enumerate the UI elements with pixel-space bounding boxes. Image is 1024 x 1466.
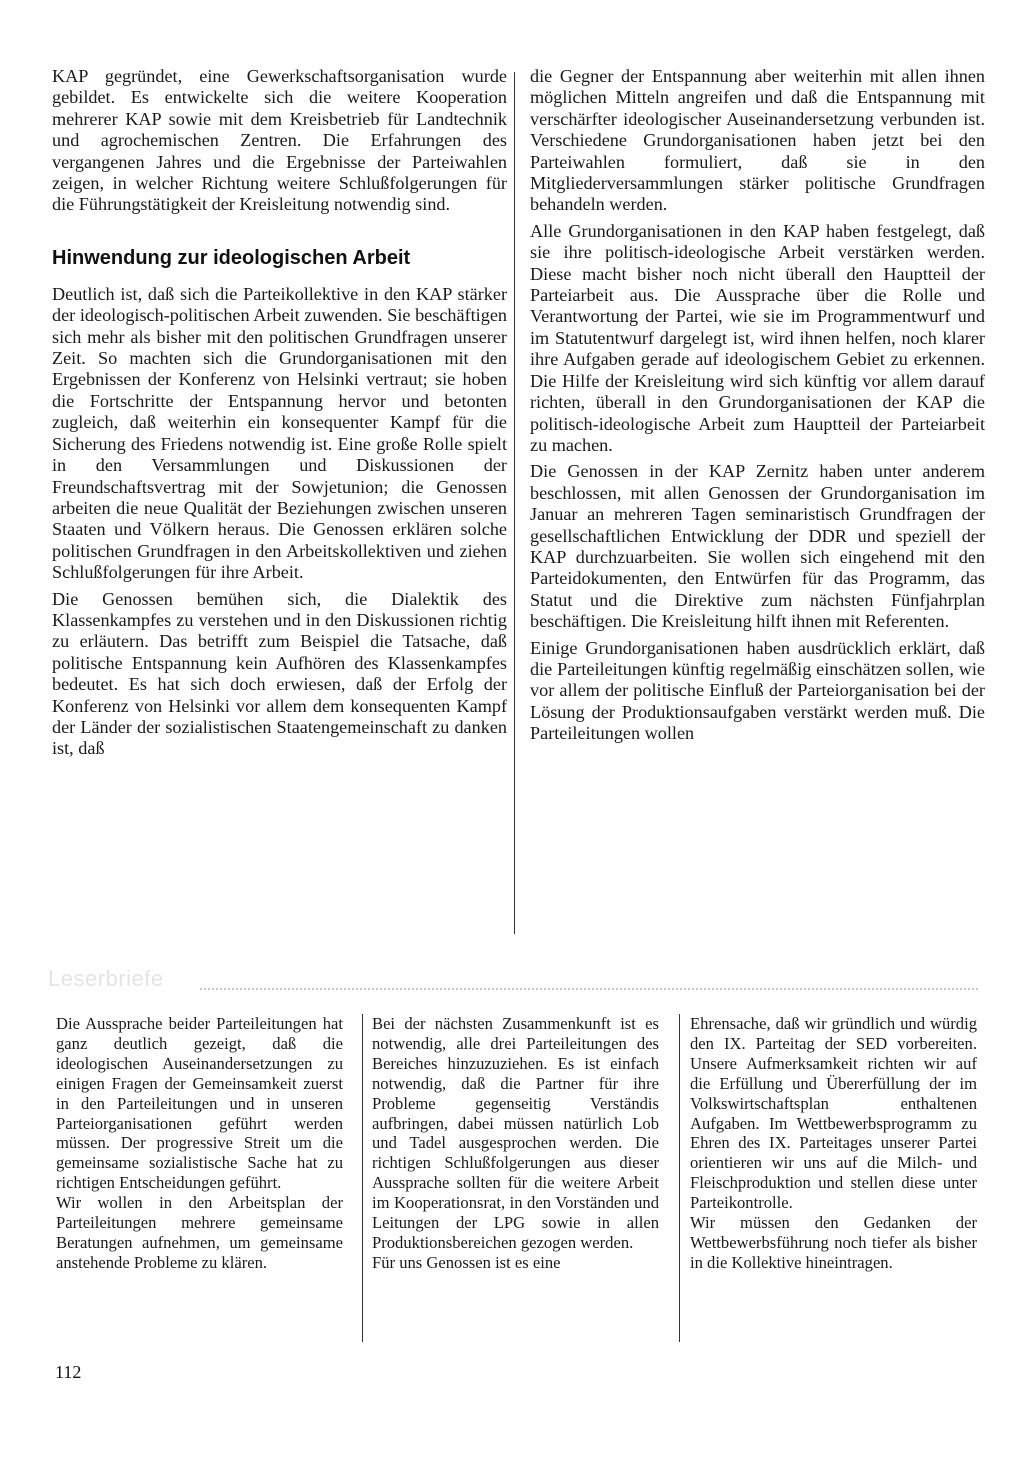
leserbriefe-heading: Leserbriefe	[48, 966, 164, 991]
article-paragraph: Die Genossen bemühen sich, die Dialektik des Klassenkampfes zu verstehen und in den Diskussionen richtig zu erläutern. Das betrifft zum Beispiel die Tatsache, daß politische Entspannung kein Aufhören des Klassenkampfes bedeutet. Es hat sich doch erwiesen, daß der Erfolg der Konferenz von Helsinki vor allem dem konsequenten Kampf der Länder der sozialistischen Staatengemeinschaft zu danken ist, daß	[52, 588, 507, 759]
article-paragraph: Einige Grundorganisationen haben ausdrücklich erklärt, daß die Parteileitungen künftig regelmäßig einschätzen sollen, wie vor allem der politische Einfluß der Parteiorganisation bei der Lösung der Produktionsaufgaben verstärkt werden muß. Die Parteileitungen wollen	[530, 637, 985, 744]
column-divider	[514, 72, 515, 934]
letters-column-2	[372, 1014, 659, 1273]
article-paragraph: Deutlich ist, daß sich die Parteikollektive in den KAP stärker der ideologisch-politischen Arbeit zuwenden. Sie beschäftigen sich mehr als bisher mit den politischen Grundfragen unserer Zeit. So machten sich die Grundorganisationen mit den Ergebnissen der Konferenz von Helsinki vertraut; sie hoben die Fortschritte der Entspannung hervor und betonten zugleich, daß weiterhin ein konsequenter Kampf für die Sicherung des Friedens notwendig ist. Eine große Rolle spielt in den Versammlungen und Diskussionen der Freundschaftsvertrag mit der Sowjetunion; die Genossen arbeiten die neue Qualität der Beziehungen zwischen unseren Staaten und Völkern heraus. Die Genossen erklären solche politischen Grundfragen in den Arbeitskollektiven und ziehen Schlußfolgerungen für ihre Arbeit.	[52, 283, 507, 583]
article-intro-paragraph: KAP gegründet, eine Gewerkschaftsorganisation wurde gebildet. Es entwickelte sich die weitere Kooperation mehrerer KAP sowie mit dem Kreisbetrieb für Landtechnik und agrochemischen Zentren. Die Erfahrungen des vergangenen Jahres und die Ergebnisse der Parteiwahlen zeigen, in welcher Richtung weitere Schlußfolgerungen für die Führungstätigkeit der Kreisleitung notwendig sind.	[52, 66, 507, 215]
letters-column-1	[56, 1014, 343, 1273]
section-divider	[200, 988, 978, 990]
article-paragraph: Die Genossen in der KAP Zernitz haben unter anderem beschlossen, mit allen Genossen der Grundorganisation im Januar an mehreren Tagen seminaristisch Grundfragen der gesellschaftlichen Entwicklung der DDR und speziell der KAP durchzuarbeiten. Sie wollen sich eingehend mit den Parteidokumenten, den Entwürfen für das Programm, das Statut und die Direktive zum nächsten Fünfjahrplan beschäftigen. Die Kreisleitung hilft ihnen mit Referenten.	[530, 461, 985, 632]
article-paragraph: Alle Grundorganisationen in den KAP haben festgelegt, daß sie ihre politisch-ideologische Arbeit verstärken werden. Diese macht bisher noch nicht überall den Hauptteil der Parteiarbeit aus. Die Aussprache über die Rolle und Verantwortung der Partei, wie sie im Programmentwurf und im Statutentwurf dargelegt ist, wird ihnen helfen, noch klarer ihre Aufgaben gerade auf ideologischem Gebiet zu erkennen. Die Hilfe der Kreisleitung wird sich künftig vor allem darauf richten, überall in den Grundorganisationen der KAP die politisch-ideologische Arbeit zum Hauptteil der Parteiarbeit zu machen.	[530, 220, 985, 455]
letter-paragraph: Ehrensache, daß wir gründlich und würdig den IX. Parteitag der SED vorbereiten. Unsere Aufmerksamkeit richten wir auf die Erfüllung und Übererfüllung der im Volkswirtschaftsplan enthaltenen Aufgaben. Im Wettbewerbsprogramm zu Ehren des IX. Parteitages unserer Partei orientieren wir uns auf die Milch- und Fleischproduktion und stellen diese unter Parteikontrolle.	[690, 1014, 977, 1213]
page-number: 112	[55, 1362, 82, 1382]
letter-paragraph: Die Aussprache beider Parteileitungen hat ganz deutlich gezeigt, daß die ideologischen Auseinandersetzungen zu einigen Fragen der Gemeinsamkeit zuerst in den Parteileitungen und in unseren Parteiorganisationen geführt werden müssen. Der progressive Streit um die gemeinsame sozialistische Sache hat zu richtigen Entscheidungen geführt.	[56, 1014, 343, 1193]
article-paragraph: die Gegner der Entspannung aber weiterhin mit allen ihnen möglichen Mitteln angreifen und daß die Entspannung mit verschärfter ideologischer Auseinandersetzung verbunden ist. Verschiedene Grundorganisationen haben jetzt bei den Parteiwahlen formuliert, daß sie in den Mitgliederversammlungen stärker politische Grundfragen behandeln werden.	[530, 66, 985, 215]
letters-column-3	[690, 1014, 977, 1273]
letter-paragraph: Für uns Genossen ist es eine	[372, 1252, 561, 1272]
article-left-column	[52, 66, 507, 760]
column-divider	[362, 1014, 363, 1342]
letter-paragraph: Bei der nächsten Zusammenkunft ist es notwendig, alle drei Parteileitungen des Bereiches hinzuzuziehen. Es ist einfach notwendig, daß die Partner für ihre Probleme gegenseitig Verständis aufbringen, dabei müssen natürlich Lob und Tadel ausgesprochen werden. Die richtigen Schlußfolgerungen aus dieser Aussprache sollten für die weitere Arbeit im Kooperationsrat, in den Vorständen und Leitungen der LPG sowie in allen Produktionsbereichen gezogen werden.	[372, 1014, 659, 1252]
section-heading: Hinwendung zur ideologischen Arbeit	[52, 246, 411, 269]
letter-paragraph: Wir müssen den Gedanken der Wettbewerbsführung noch tiefer als bisher in die Kollektive hineintragen.	[690, 1213, 977, 1272]
column-divider	[679, 1014, 680, 1342]
letter-paragraph: Wir wollen in den Arbeitsplan der Parteileitungen mehrere gemeinsame Beratungen aufnehmen, um gemeinsame anstehende Probleme zu klären.	[56, 1193, 343, 1272]
article-right-column	[530, 66, 985, 745]
